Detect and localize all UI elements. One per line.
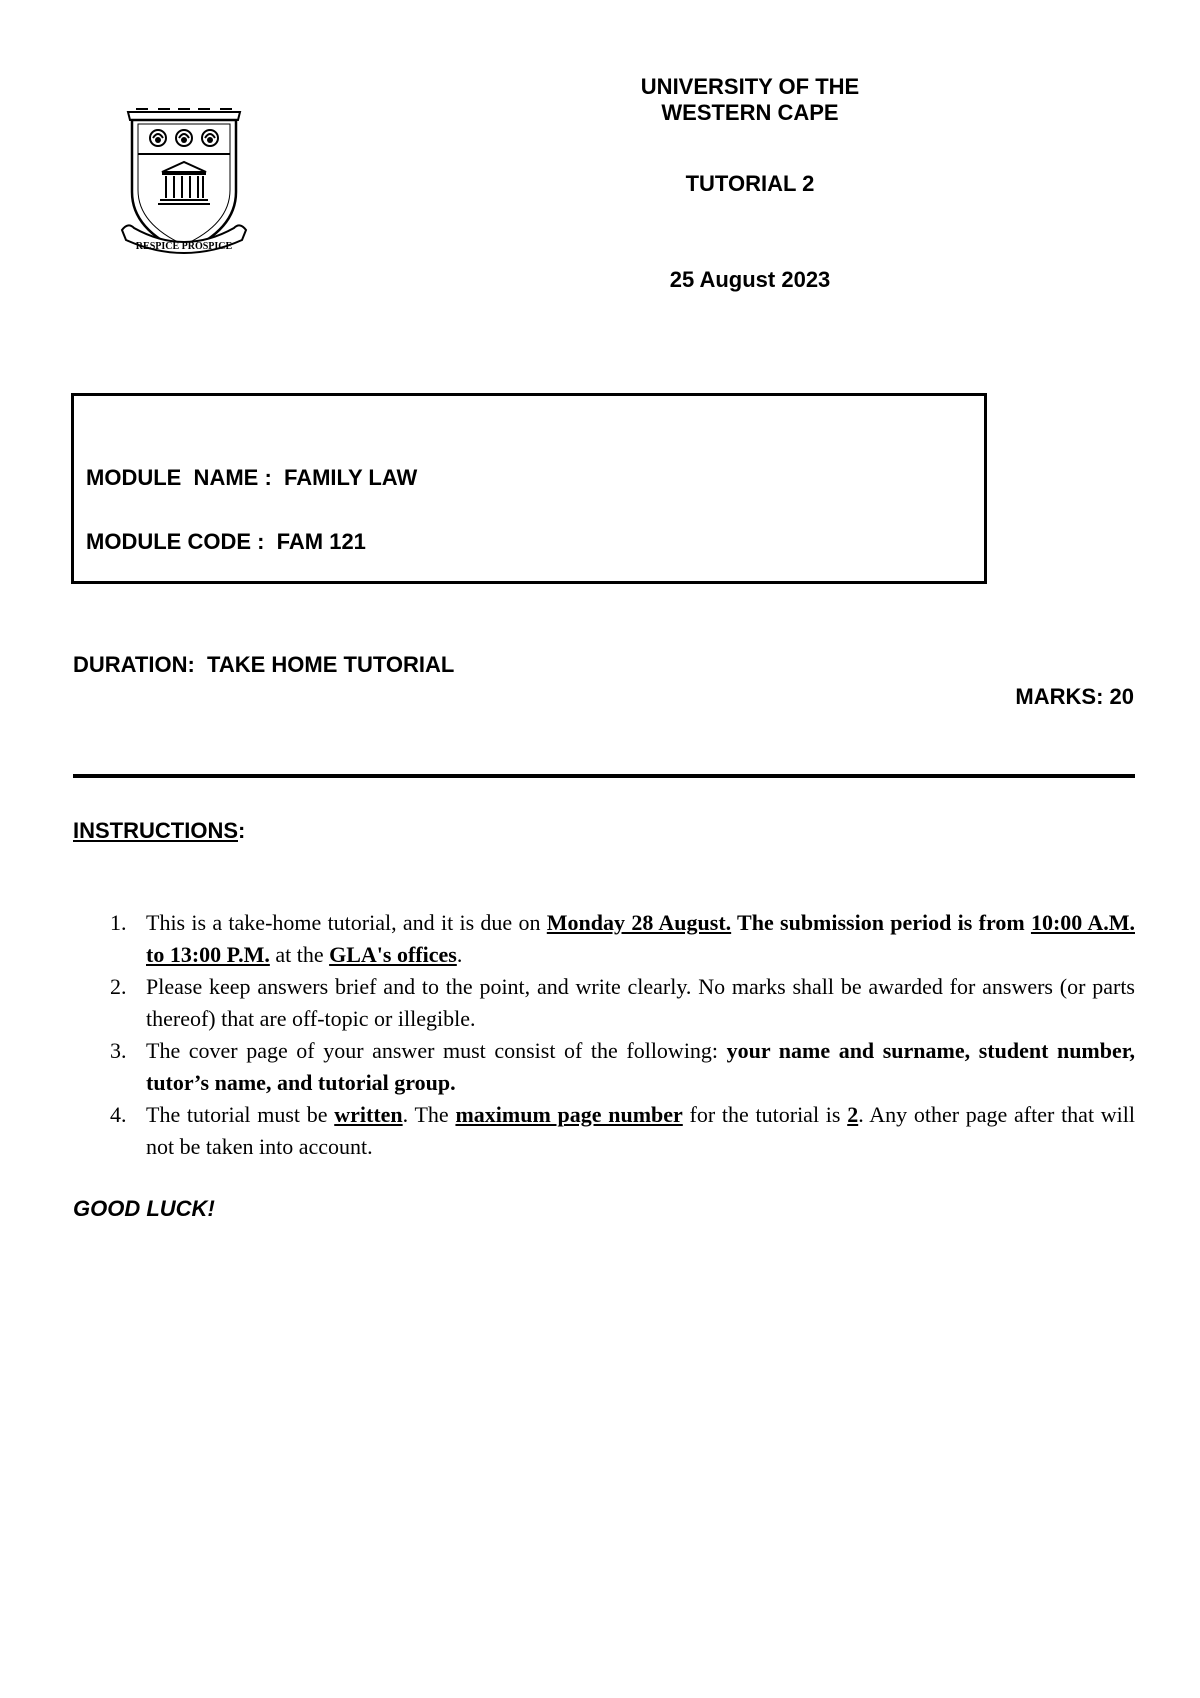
list-item: 2. Please keep answers brief and to the point, and write clearly. No marks shall be awarded for answers (or parts thereof) that are off-topic or illegible.	[110, 974, 1135, 1031]
marks-label: MARKS: 20	[1015, 684, 1134, 709]
list-item: 4. The tutorial must be written. The maximum page number for the tutorial is 2. Any other page after that will not be taken into account.	[110, 1102, 1136, 1159]
module-code: MODULE CODE : FAM 121	[86, 529, 366, 554]
horizontal-rule	[73, 774, 1135, 778]
list-item: 1. This is a take-home tutorial, and it is due on Monday 28 August. The submission period is from 10:00 A.M. to 13:00 P.M. at the GLA's offices.	[110, 910, 1135, 967]
instructions-list	[100, 907, 1135, 1163]
module-name: MODULE NAME : FAMILY LAW	[86, 465, 418, 490]
tutorial-date: 25 August 2023	[669, 267, 831, 292]
module-info-box	[71, 393, 987, 584]
instructions-heading: INSTRUCTIONS:	[73, 818, 246, 843]
university-name: UNIVERSITY OF THE WESTERN CAPE	[640, 74, 860, 125]
tutorial-title: TUTORIAL 2	[685, 171, 815, 196]
duration-label: DURATION: TAKE HOME TUTORIAL	[73, 652, 455, 677]
list-item: 3. The cover page of your answer must consist of the following: your name and surname, student number, tutor’s name, and tutorial group.	[110, 1038, 1136, 1095]
good-luck-closing: GOOD LUCK!	[73, 1196, 215, 1221]
crest-motto: RESPICE PROSPICE	[135, 241, 233, 252]
university-crest-logo	[118, 106, 250, 266]
